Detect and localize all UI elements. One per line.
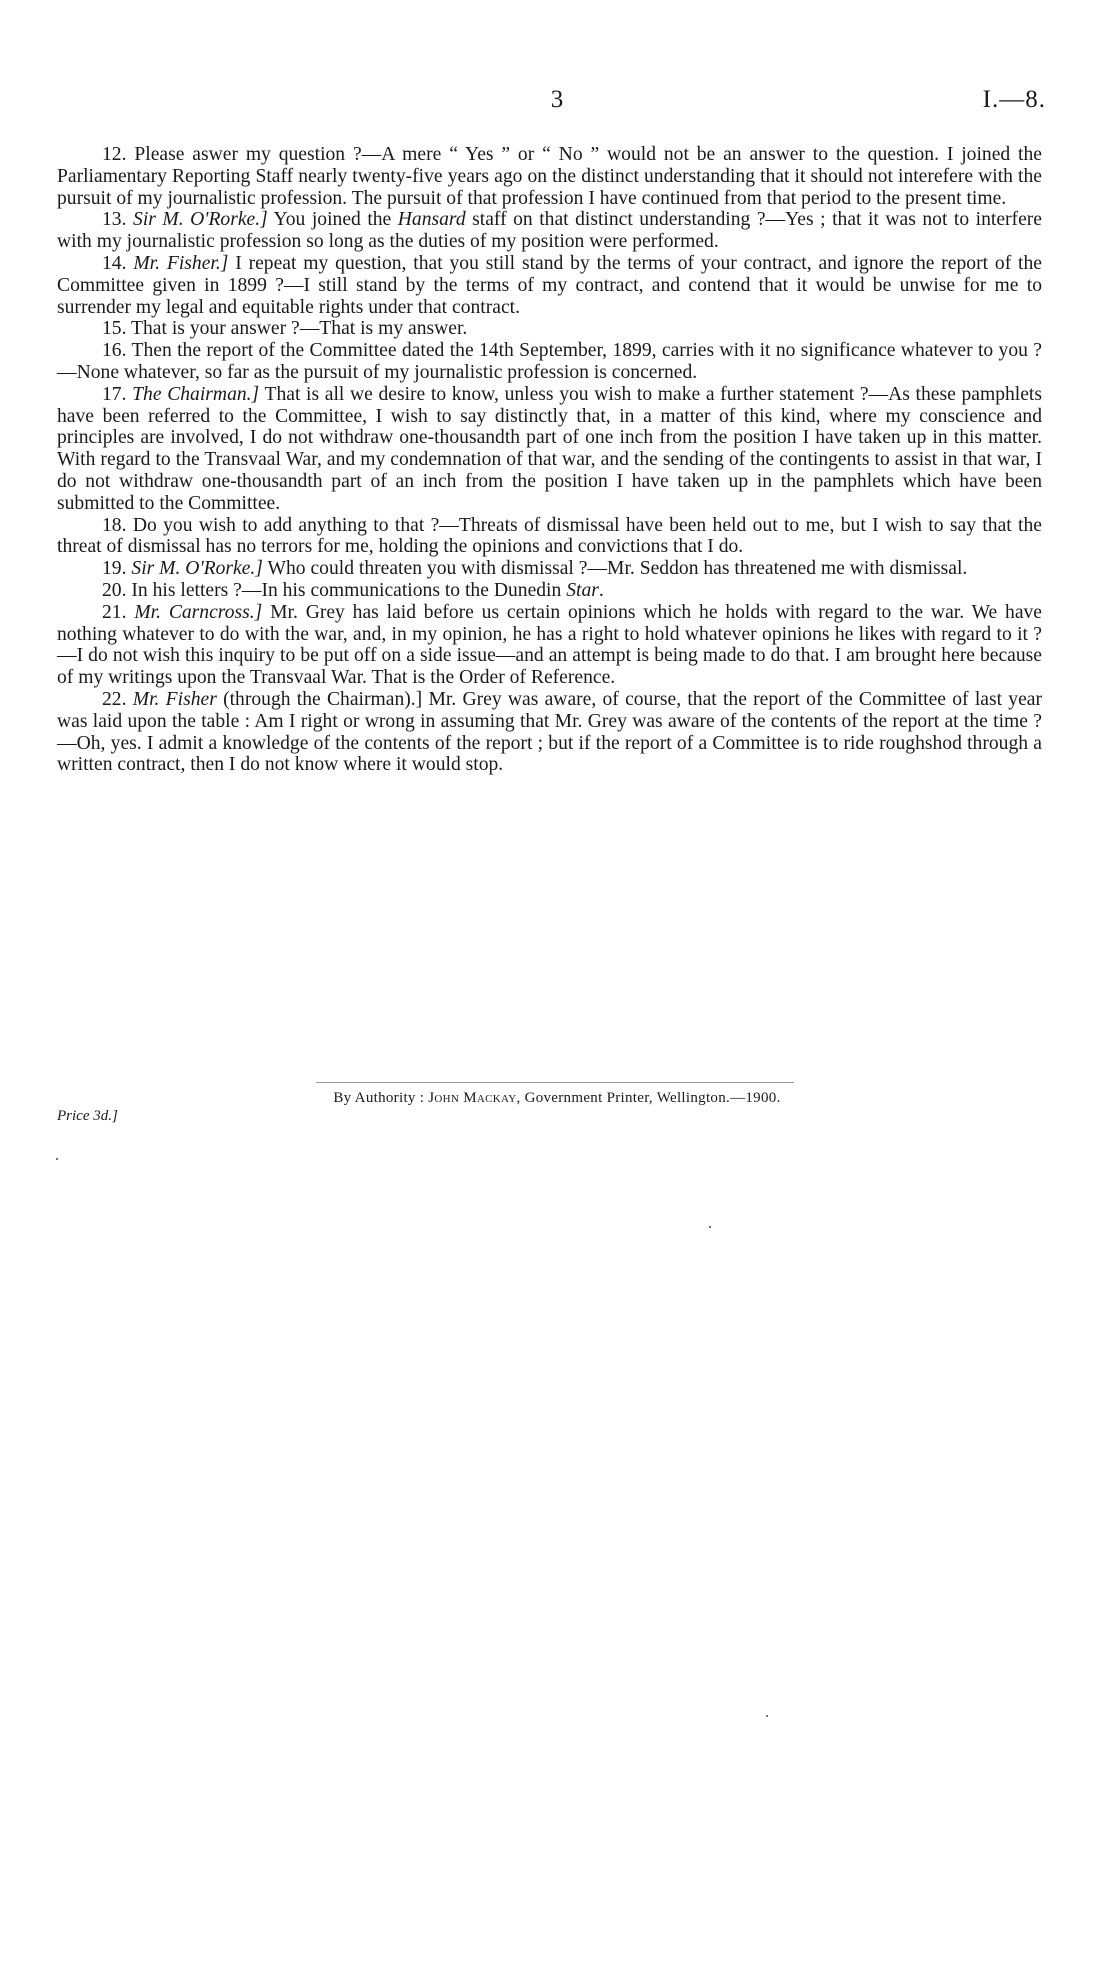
question-number: 20. xyxy=(102,579,127,601)
paragraph-15 xyxy=(57,318,1042,340)
imprint-suffix: , Government Printer, Wellington.—1900. xyxy=(516,1090,781,1106)
question-number: 22. xyxy=(102,688,127,710)
paragraph-17 xyxy=(57,384,1042,515)
paragraph-text: In his letters ?—In his communications to the Dunedin xyxy=(131,579,567,601)
paragraph-text: That is all we desire to know, unless you wish to make a further statement ?—As these pamphlets have been referred to the Committee, I wish to say distinctly that, in a matter of this kind, where my conscience and principles are involved, I do not withdraw one-thousandth part of one inch from the position I have taken up in this matter. With regard to the Transvaal War, and my condemnation of that war, and the sending of the contingents to assist in that war, I do not withdraw one-thousandth part of an inch from the position I have taken up in the pamphlets which have been submitted to the Committee. xyxy=(57,383,1042,514)
paragraph-20 xyxy=(57,580,1042,602)
question-number: 21. xyxy=(102,601,127,623)
footer-divider xyxy=(316,1082,794,1083)
scan-speck xyxy=(709,1226,711,1228)
speaker-name: The Chairman.] xyxy=(132,383,260,405)
paragraph-text: Mr. Grey was aware, of course, that the report of the Committee of last year was laid upon the table : Am I right or wrong in assuming that Mr. Grey was aware of the contents of the report at the time ?—Oh, yes. I admit a knowledge of the contents of the report ; but if the report of a Committee is to ride roughshod through a written contract, then I do not know where it would stop. xyxy=(57,688,1042,776)
scan-speck xyxy=(56,1158,58,1160)
italic-term: Star xyxy=(566,579,599,601)
paragraph-18 xyxy=(57,515,1042,559)
speaker-suffix: (through the Chairman).] xyxy=(216,688,423,710)
paragraph-text: . xyxy=(598,579,604,601)
question-number: 17. xyxy=(102,383,127,405)
question-number: 15. xyxy=(102,318,127,340)
paragraph-12 xyxy=(57,144,1042,209)
paragraph-16 xyxy=(57,340,1042,384)
paragraph-13 xyxy=(57,209,1042,253)
speaker-name: Sir M. O'Rorke.] xyxy=(133,209,268,231)
paragraph-text: Please aswer my question ?—A mere “ Yes ” or “ No ” would not be an answer to the question. I joined the Parliamentary Reporting Staff nearly twenty-five years ago on the distinct understanding that it should not interefere with the pursuit of my journalistic profession. The pursuit of that profession I have continued from that period to the present time. xyxy=(57,144,1042,209)
price-note: Price 3d.] xyxy=(57,1108,118,1124)
speaker-name: Sir M. O'Rorke.] xyxy=(131,558,263,580)
paragraph-text: You joined the xyxy=(273,209,398,231)
speaker-name: Mr. Fisher.] xyxy=(133,252,229,274)
paragraph-22 xyxy=(57,689,1042,776)
question-number: 16. xyxy=(102,340,127,362)
printer-name: John Mackay xyxy=(428,1090,517,1106)
paragraph-text: Do you wish to add anything to that ?—Threats of dismissal have been held out to me, but I wish to say that the threat of dismissal has no terrors for me, holding the opinions and convictions that I do. xyxy=(57,514,1042,558)
paragraph-21 xyxy=(57,602,1042,689)
speaker-name: Mr. Fisher xyxy=(132,688,217,710)
paragraph-text: I repeat my question, that you still stand by the terms of your contract, and ignore the report of the Committee given in 1899 ?—I still stand by the terms of my contract, and contend that it would be unwise for me to surrender my legal and equitable rights under that contract. xyxy=(57,252,1042,318)
italic-term: Hansard xyxy=(397,209,466,231)
question-number: 12. xyxy=(102,144,127,165)
paragraph-19 xyxy=(57,558,1042,580)
question-number: 13. xyxy=(102,209,127,231)
paragraph-text: staff on that distinct understanding ?—Yes ; that it was not to interfere with my journalistic profession so long as the duties of my position were performed. xyxy=(57,209,1042,253)
page-number: 3 xyxy=(550,86,564,113)
paragraph-text: Mr. Grey has laid before us certain opinions which he holds with regard to the war. We have nothing whatever to do with the war, and, in my opinion, he has a right to hold whatever opinions he likes with regard to it ?—I do not wish this inquiry to be put off on a side issue—and an attempt is being made to do that. I am brought here because of my writings upon the Transvaal War. That is the Order of Reference. xyxy=(57,601,1043,689)
paragraph-text: That is your answer ?—That is my answer. xyxy=(131,318,468,340)
imprint-prefix: By Authority : xyxy=(333,1090,429,1106)
paragraph-14 xyxy=(57,253,1042,318)
document-reference: I.—8. xyxy=(982,86,1046,113)
question-number: 18. xyxy=(102,514,127,536)
paragraph-text: Then the report of the Committee dated the 14th September, 1899, carries with it no significance whatever to you ?—None whatever, so far as the pursuit of my journalistic profession is concerned. xyxy=(57,340,1042,383)
question-number: 19. xyxy=(102,558,127,580)
minutes-of-evidence xyxy=(57,144,1042,776)
printer-imprint xyxy=(0,1090,1114,1107)
paragraph-text: Who could threaten you with dismissal ?—Mr. Seddon has threatened me with dismissal. xyxy=(267,558,968,580)
scan-speck xyxy=(766,1715,768,1717)
speaker-name: Mr. Carncross.] xyxy=(134,601,263,623)
question-number: 14. xyxy=(102,252,127,274)
